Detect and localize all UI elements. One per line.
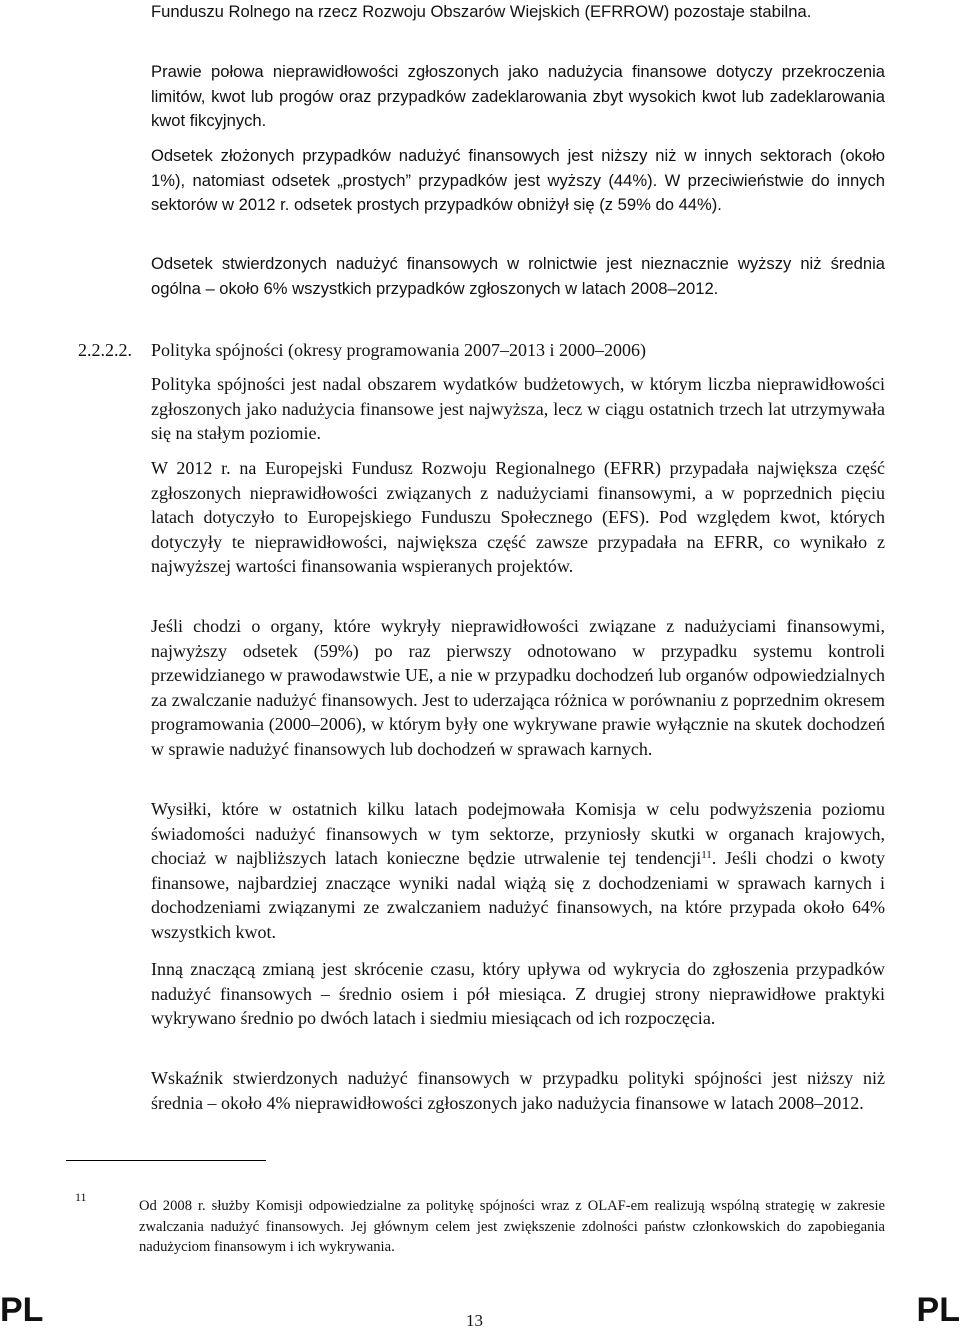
- paragraph-commission-efforts-start: Wysiłki, które w ostatnich kilku latach podejmowała Komisja w celu podwyższenia poziomu świadomości nadużyć finansowych w tym sektorze, przyniosły skutki w organach krajowych, chociaż w najbliższych latach konieczne będzie utrwalenie tej tendencji: [151, 799, 885, 868]
- paragraph-agriculture-rate: Odsetek stwierdzonych nadużyć finansowych w rolnictwie jest nieznacznie wyższy niż średnia ogólna – około 6% wszystkich przypadków zgłoszonych w latach 2008–2012.: [151, 254, 885, 298]
- paragraph-commission-efforts: [151, 797, 885, 944]
- footer-language-right: PL: [916, 1291, 960, 1329]
- footnote-text: Od 2008 r. służby Komisji odpowiedzialne za politykę spójności wraz z OLAF-em realizują wspólną strategię w zakresie zwalczania nadużyć finansowych. Jej głównym celem jest zwiększenie zdolności państw członkowskich do zapobiegania nadużyciom finansowym i ich wykrywania.: [139, 1198, 885, 1255]
- paragraph-commission-efforts-end: . Jeśli chodzi o kwoty finansowe, najbardziej znaczące wyniki nadal wiążą się z dochodzeniami w sprawach karnych i dochodzeniami związanymi ze zwalczaniem nadużyć finansowych, na które przypada około 64% wszystkich kwot.: [151, 848, 886, 942]
- section-title: Polityka spójności (okresy programowania 2007–2013 i 2000–2006): [151, 340, 646, 360]
- section-heading: [78, 338, 898, 362]
- paragraph-fraud-types: Prawie połowa nieprawidłowości zgłoszonych jako nadużycia finansowe dotyczy przekroczenia limitów, kwot lub progów oraz przypadków zadeklarowania zbyt wysokich kwot lub zadeklarowania kwot fikcyjnych.: [151, 62, 885, 130]
- paragraph-efrr-share: W 2012 r. na Europejski Fundusz Rozwoju Regionalnego (EFRR) przypadała największa część zgłoszonych nieprawidłowości związanych z nadużyciami finansowymi, a w poprzednich pięciu latach dotyczyło to Europejskiego Funduszu Społecznego (EFS). Pod względem kwot, których dotyczyły te nieprawidłowości, największa część zawsze przypadała na EFRR, co wynikało z najwyższej wartości finansowania wspieranych projektów.: [151, 458, 885, 576]
- footnote-separator: [66, 1160, 266, 1161]
- footnote-number: 11: [75, 1190, 87, 1204]
- paragraph-cohesion-policy: Polityka spójności jest nadal obszarem wydatków budżetowych, w którym liczba nieprawidłowości zgłoszonych jako nadużycia finansowe jest najwyższa, lecz w ciągu ostatnich trzech lat utrzymywała się na stałym poziomie.: [151, 374, 885, 443]
- section-number: 2.2.2.2.: [78, 340, 132, 360]
- footer-language-left: PL: [0, 1291, 44, 1329]
- footnote-reference[interactable]: 11: [701, 849, 712, 861]
- paragraph-cohesion-rate: Wskaźnik stwierdzonych nadużyć finansowych w przypadku polityki spójności jest niższy niż średnia – około 4% nieprawidłowości zgłoszonych jako nadużycia finansowe w latach 2008–2012.: [151, 1068, 885, 1113]
- paragraph-continuation: Funduszu Rolnego na rzecz Rozwoju Obszarów Wiejskich (EFRROW) pozostaje stabilna.: [151, 2, 812, 21]
- paragraph-detection-time: Inną znaczącą zmianą jest skrócenie czasu, który upływa od wykrycia do zgłoszenia przypadków nadużyć finansowych – średnio osiem i pół miesiąca. Z drugiej strony nieprawidłowe praktyki wykrywano średnio po dwóch latach i siedmiu miesiącach od ich rozpoczęcia.: [151, 959, 885, 1028]
- paragraph-complex-cases: Odsetek złożonych przypadków nadużyć finansowych jest niższy niż w innych sektorach (około 1%), natomiast odsetek „prostych” przypadków jest wyższy (44%). W przeciwieństwie do innych sektorów w 2012 r. odsetek prostych przypadków obniżył się (z 59% do 44%).: [151, 146, 885, 214]
- paragraph-detecting-bodies: Jeśli chodzi o organy, które wykryły nieprawidłowości związane z nadużyciami finansowymi, najwyższy odsetek (59%) po raz pierwszy odnotowano w przypadku systemu kontroli przewidzianego w prawodawstwie UE, a nie w przypadku dochodzeń lub organów odpowiedzialnych za zwalczanie nadużyć finansowych. Jest to uderzająca różnica w porównaniu z poprzednim okresem programowania (2000–2006), w którym były one wykrywane prawie wyłącznie na skutek dochodzeń w sprawie nadużyć finansowych lub dochodzeń w sprawach karnych.: [151, 616, 885, 759]
- page-number: 13: [466, 1311, 483, 1330]
